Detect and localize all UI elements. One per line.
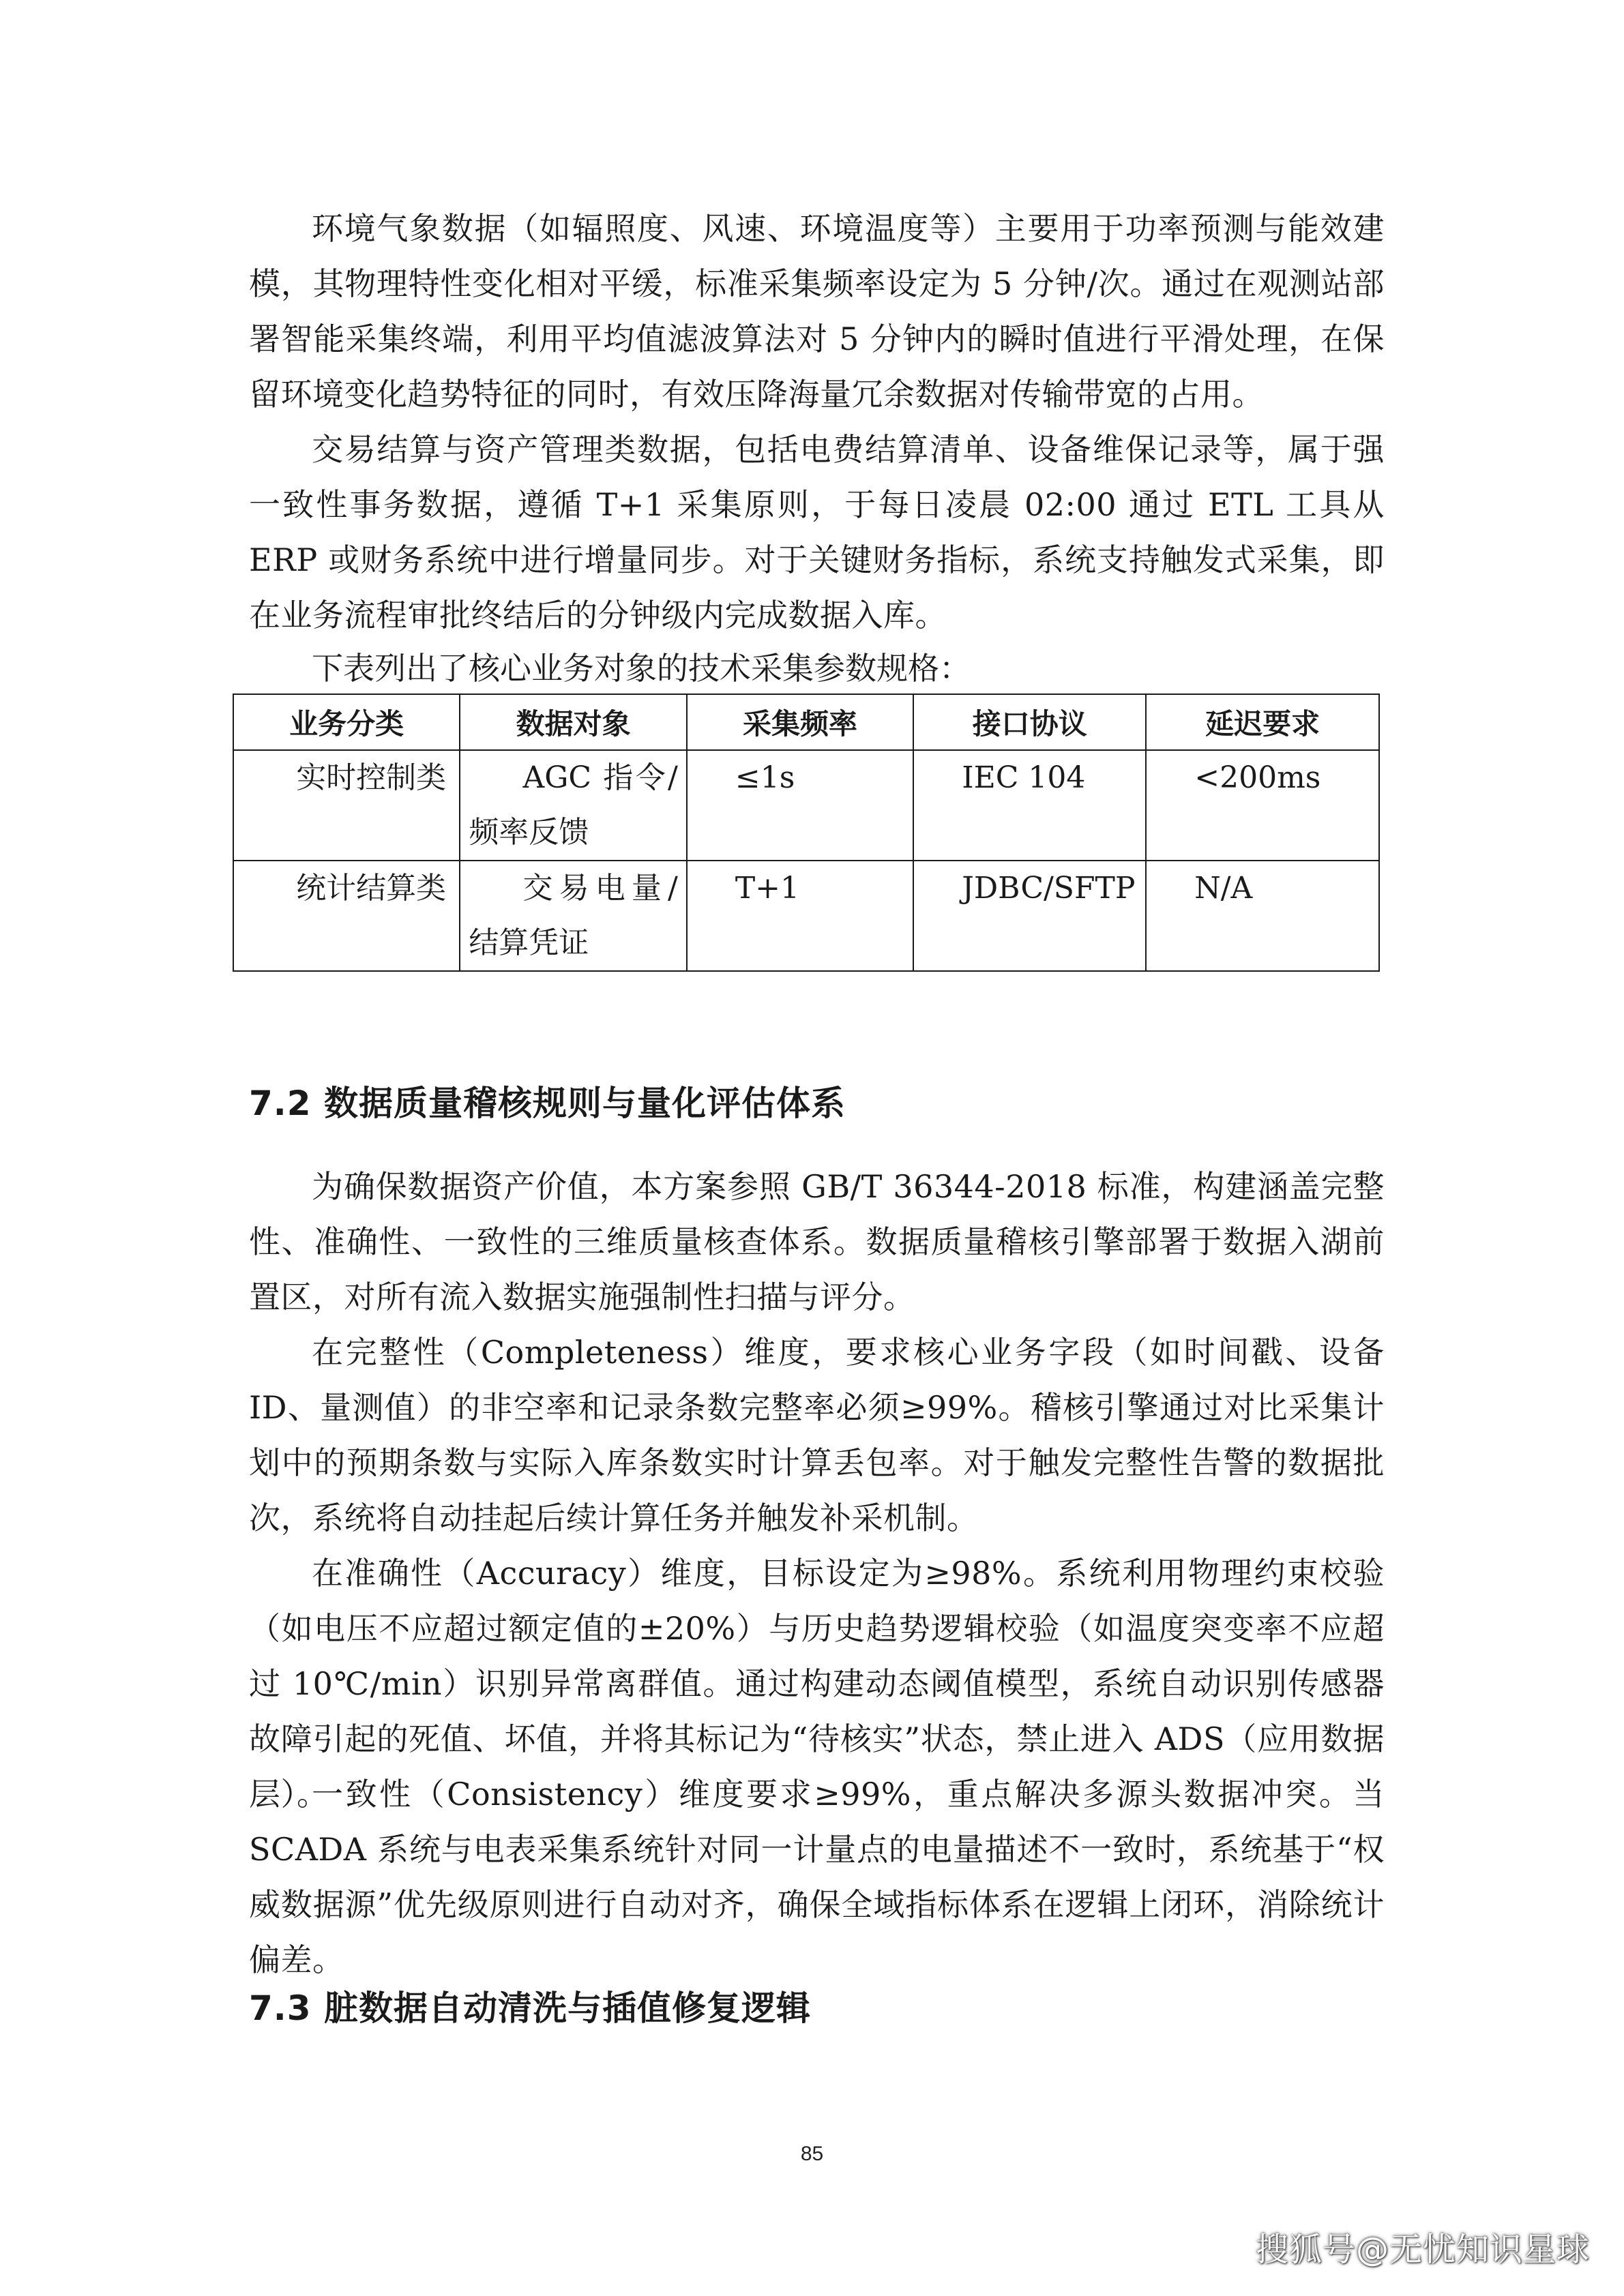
paragraph-consistency: 一致性（Consistency）维度要求≥99%，重点解决多源头数据冲突。当 SCADA 系统与电表采集系统针对同一计量点的电量描述不一致时，系统基于“权威数据源”优先级原则进行自动对齐，确保全域指标体系在逻辑上闭环，消除统计偏差。 <box>249 1776 1385 1978</box>
table-cell: T+1 <box>687 861 913 971</box>
table-cell: IEC 104 <box>913 750 1146 861</box>
watermark: 搜狐号@无忧知识星球 <box>1255 2231 1590 2269</box>
table-cell: <200ms <box>1146 750 1379 861</box>
table-cell: JDBC/SFTP <box>913 861 1146 971</box>
table-row <box>233 861 1379 971</box>
paragraph-settlement-data: 交易结算与资产管理类数据，包括电费结算清单、设备维保记录等，属于强一致性事务数据，遵循 T+1 采集原则，于每日凌晨 02:00 通过 ETL 工具从 ERP 或财务系统中进行增量同步。对于关键财务指标，系统支持触发式采集，即在业务流程审批终结后的分钟级内完成数据入库。 <box>249 431 1385 633</box>
section-heading-7-3: 7.3 脏数据自动清洗与插值修复逻辑 <box>249 1988 811 2028</box>
table-header-cell: 采集频率 <box>687 694 913 750</box>
table-header-cell: 接口协议 <box>913 694 1146 750</box>
table-cell: ≤1s <box>687 750 913 861</box>
table-cell: AGC 指令/频率反馈 <box>460 750 687 861</box>
table-cell: 实时控制类 <box>233 750 460 861</box>
table-cell: 交易电量/结算凭证 <box>460 861 687 971</box>
paragraph-quality-framework: 为确保数据资产价值，本方案参照 GB/T 36344-2018 标准，构建涵盖完整性、准确性、一致性的三维质量核查体系。数据质量稽核引擎部署于数据入湖前置区，对所有流入数据实施强制性扫描与评分。 <box>249 1168 1385 1315</box>
spec-table <box>233 694 1380 972</box>
table-header-cell: 业务分类 <box>233 694 460 750</box>
table-caption: 下表列出了核心业务对象的技术采集参数规格： <box>312 650 971 687</box>
paragraph-weather-data: 环境气象数据（如辐照度、风速、环境温度等）主要用于功率预测与能效建模，其物理特性变化相对平缓，标准采集频率设定为 5 分钟/次。通过在观测站部署智能采集终端，利用平均值滤波算法对 5 分钟内的瞬时值进行平滑处理，在保留环境变化趋势特征的同时，有效压降海量冗余数据对传输带宽的占用。 <box>249 210 1385 413</box>
paragraph-completeness: 在完整性（Completeness）维度，要求核心业务字段（如时间戳、设备 ID、量测值）的非空率和记录条数完整率必须≥99%。稽核引擎通过对比采集计划中的预期条数与实际入库条数实时计算丢包率。对于触发完整性告警的数据批次，系统将自动挂起后续计算任务并触发补采机制。 <box>249 1334 1385 1536</box>
paragraph-accuracy: 在准确性（Accuracy）维度，目标设定为≥98%。系统利用物理约束校验（如电压不应超过额定值的±20%）与历史趋势逻辑校验（如温度突变率不应超过 10℃/min）识别异常离群值。通过构建动态阈值模型，系统自动识别传感器故障引起的死值、坏值，并将其标记为“待核实”状态，禁止进入 ADS（应用数据层）。 <box>249 1555 1385 1813</box>
table-header-row <box>233 694 1379 750</box>
table-header-cell: 延迟要求 <box>1146 694 1379 750</box>
table-cell: 统计结算类 <box>233 861 460 971</box>
page-number: 85 <box>800 2143 824 2165</box>
table-cell: N/A <box>1146 861 1379 971</box>
section-heading-7-2: 7.2 数据质量稽核规则与量化评估体系 <box>249 1084 846 1123</box>
table-header-cell: 数据对象 <box>460 694 687 750</box>
table-row <box>233 750 1379 861</box>
